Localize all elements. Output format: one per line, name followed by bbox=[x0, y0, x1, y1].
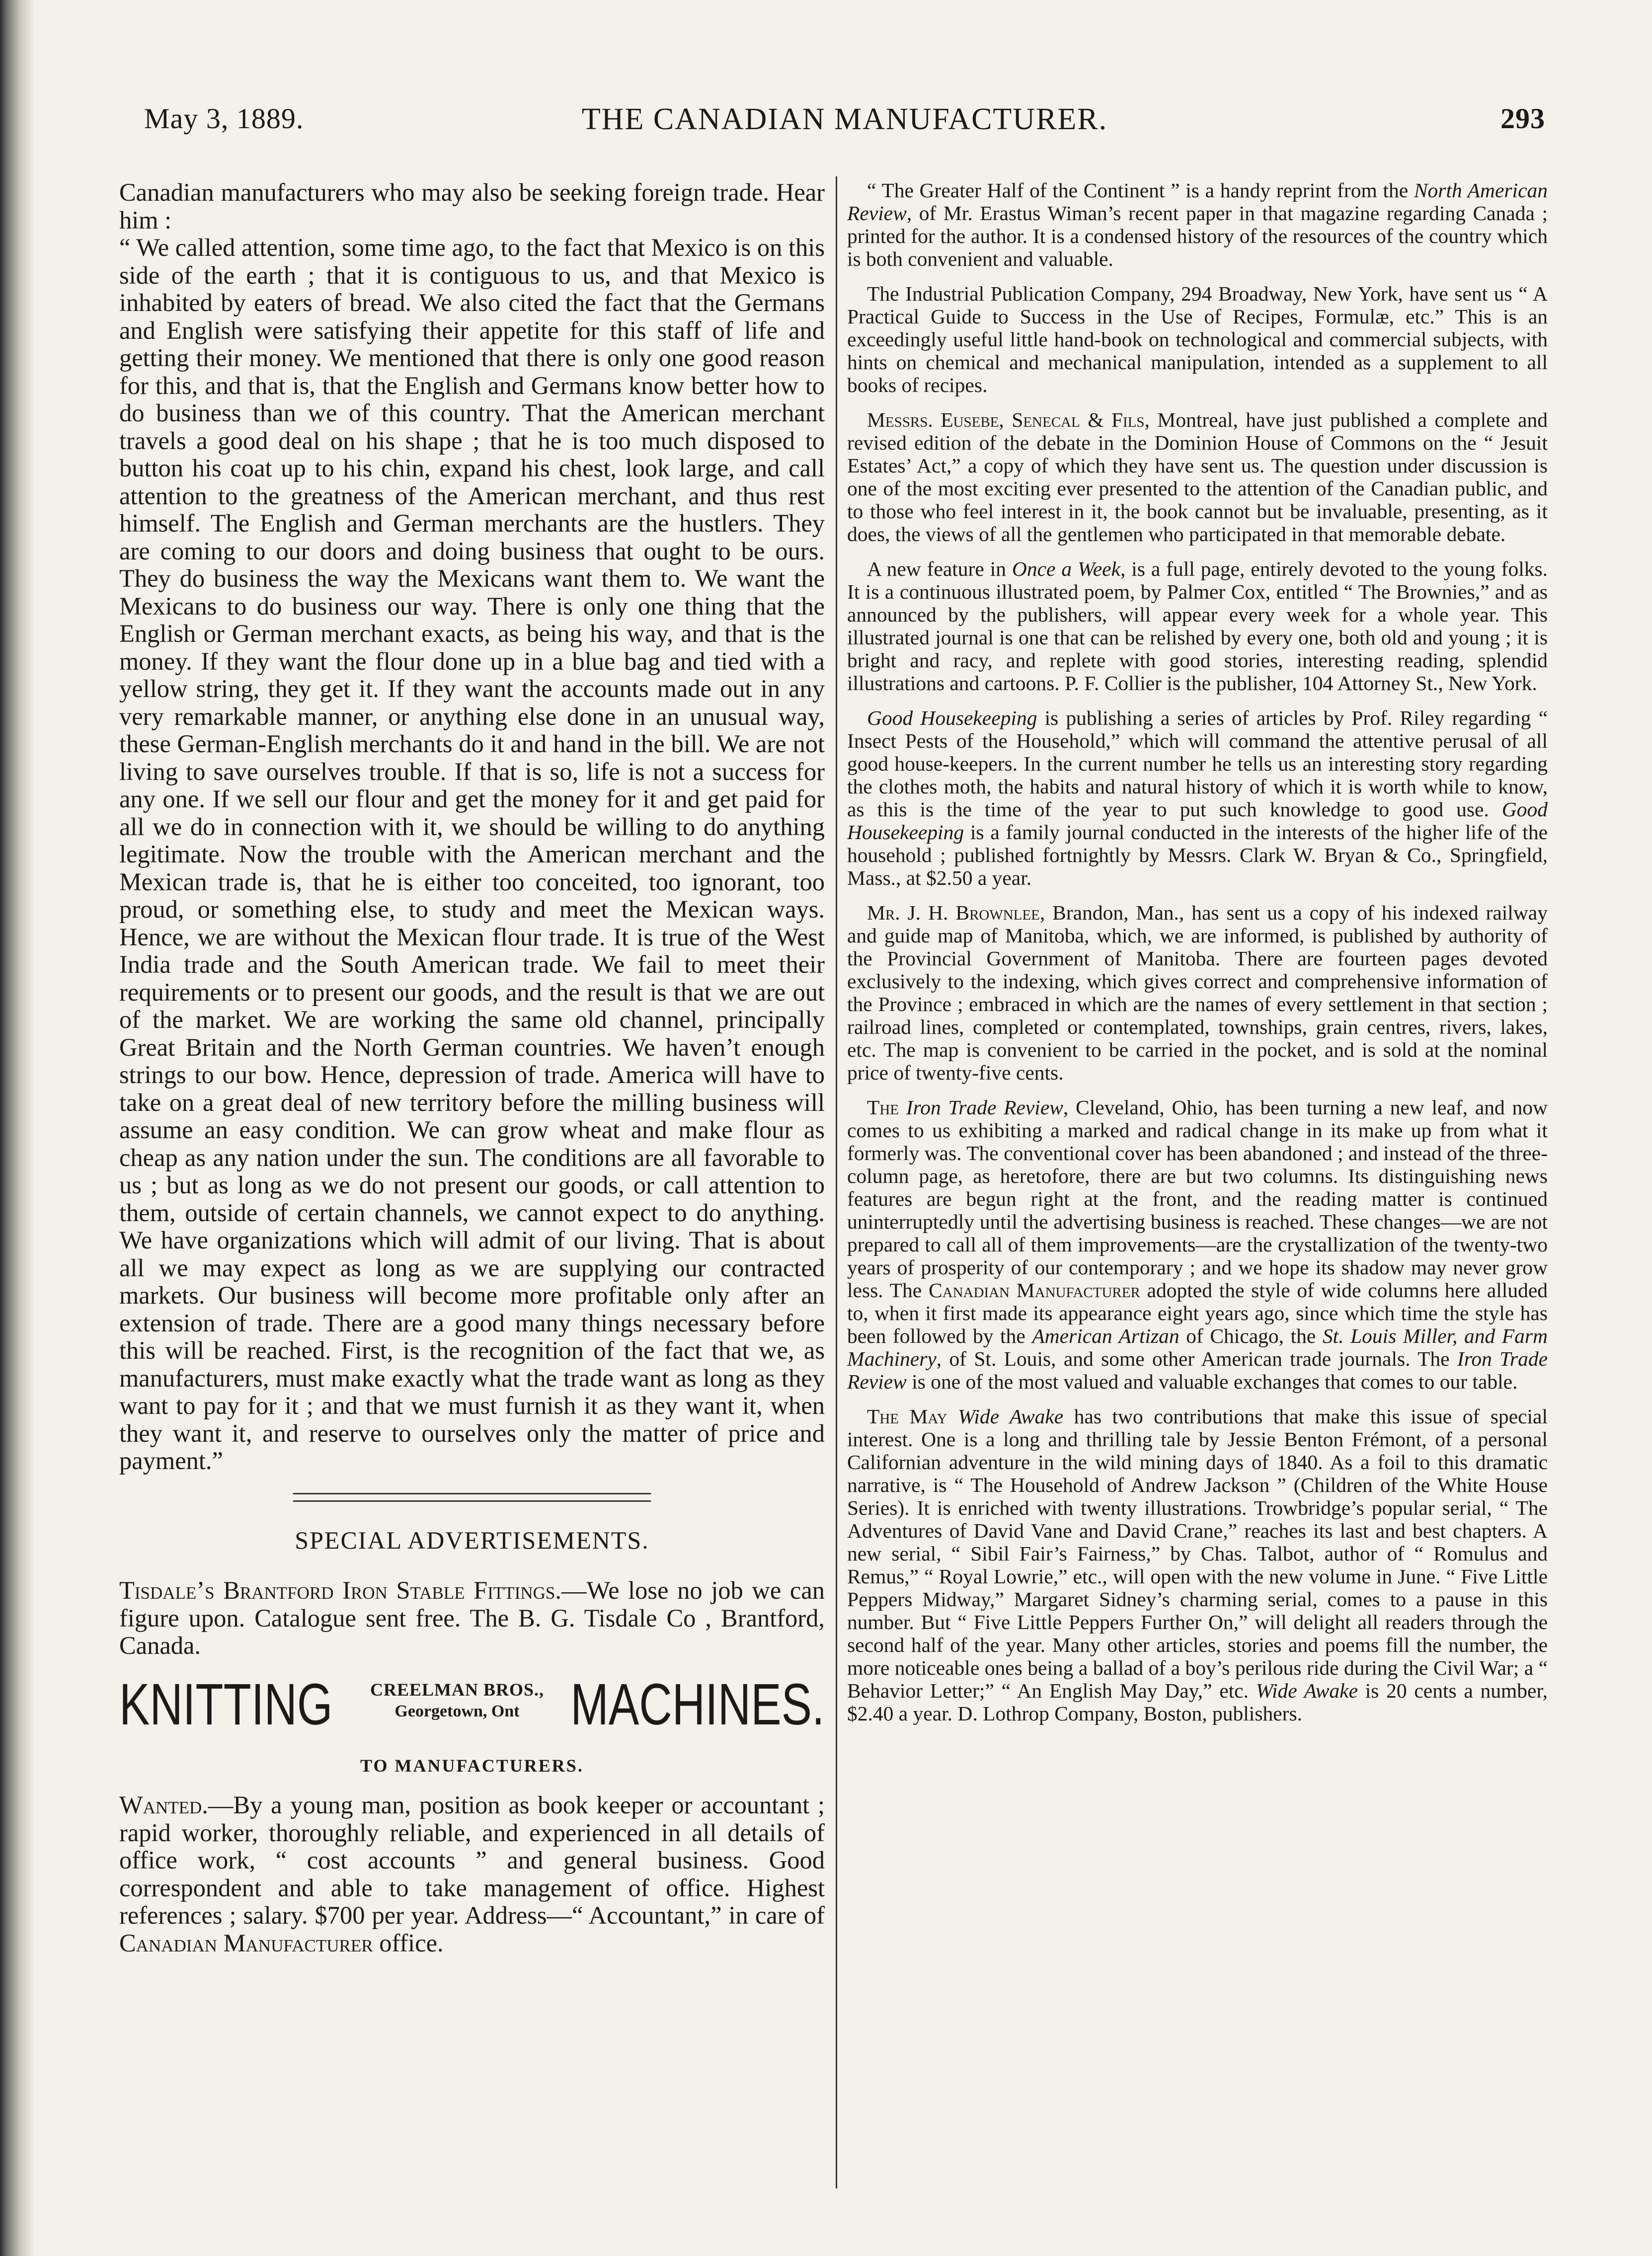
item6-text: , Brandon, Man., has sent us a copy of his indexed railway and guide map of Manitoba, which, we are informed, is published by authority of the Provincial Government of Manitoba. There are fourteen pages devoted exclusively to the indexing, which gives correct and comprehensive information of the Province ; embraced in which are the names of every settlement in that section ; railroad lines, completed or contemplated, townships, grain centres, rivers, lakes, etc. The map is convenient to be carried in the pocket, and is sold at the nominal price of twenty-five cents. bbox=[847, 901, 1548, 1084]
item1-text-a: “ The Greater Half of the Continent ” is a handy reprint from the bbox=[867, 179, 1414, 202]
item7-italic-4: Iron Trade Review bbox=[847, 1347, 1548, 1393]
item7-text-f: is one of the most valued and valuable exchanges that comes to our table. bbox=[906, 1370, 1518, 1393]
item3-text: , Montreal, have just published a complete and revised edition of the debate in the Dominion House of Commons on the “ Jesuit Estates’ Act,” a copy of which they have sent us. The question under discussion is one of the most exciting ever presented to the attention of the Canadian public, and to those who feel interest in it, the book cannot but be invaluable, presenting, as it does, the views of all the gentlemen who participated in that memorable debate. bbox=[847, 408, 1548, 545]
item7-text-d: of Chicago, the bbox=[1179, 1324, 1323, 1347]
wanted-lead: Wanted. bbox=[119, 1791, 208, 1819]
knitting-word: KNITTING bbox=[119, 1671, 333, 1737]
item-good-housekeeping bbox=[847, 706, 1548, 889]
tisdale-lead: Tisdale’s Brantford Iron Stable Fittings. bbox=[119, 1576, 561, 1604]
item8-italic-1: Wide Awake bbox=[958, 1405, 1064, 1428]
creelman-name: CREELMAN BROS., bbox=[370, 1679, 545, 1700]
item-greater-half bbox=[847, 179, 1548, 270]
item5-text-a: is publishing a series of articles by Prof. Riley regarding “ Insect Pests of the Household,” which will command the attentive perusal of all good house-keepers. In the current number he tells us an interesting story regarding the clothes moth, the habits and natural history of which it is worth while to know, as this is the time of the year to put such knowledge to good use. bbox=[847, 706, 1548, 821]
item-once-a-week bbox=[847, 557, 1548, 695]
item8-text-a: The May bbox=[867, 1405, 958, 1428]
wanted-advertisement bbox=[119, 1791, 825, 1957]
item-iron-trade-review bbox=[847, 1096, 1548, 1393]
item1-text-b: , of Mr. Erastus Wiman’s recent paper in that magazine regarding Canada ; printed for the author. It is a condensed history of the resources of the country which is both convenient and valuable. bbox=[847, 202, 1548, 270]
publication-title: THE CANADIAN MANUFACTURER. bbox=[581, 102, 1108, 136]
quoted-article: “ We called attention, some time ago, to the fact that Mexico is on this side of the earth ; that it is contiguous to us, and that Mexico is inhabited by eaters of bread. We also cited the fact that the Germans and English were satisfying their appetite for this staff of life and getting their money. We mentioned that there is only one good reason for this, and that is, that the English and Germans know better how to do business than we of this country. That the American merchant travels a good deal on his shape ; that he is too much disposed to button his coat up to his chin, expand his chest, look large, and call attention to the greatness of the American merchant, and thus rest himself. The English and German merchants are the hustlers. They are coming to our doors and doing business that ought to be ours. They do business the way the Mexicans want them to. We want the Mexicans to do business our way. There is only one thing that the English or German merchant exacts, as being his way, and that is the money. If they want the flour done up in a blue bag and tied with a yellow string, they get it. If they want the accounts made out in any very remarkable manner, or anything else done in an unusual way, these German-English merchants do it and hand in the bill. We are not living to save ourselves trouble. If that is so, life is not a success for any one. If we sell our flour and get the money for it and get paid for all we do in connection with it, we should be willing to do anything legitimate. Now the trouble with the American merchant and the Mexican trade is, that he is either too conceited, too ignorant, too proud, or something else, to study and meet the Mexican ways. Hence, we are without the Mexican flour trade. It is true of the West India trade and the South American trade. We fail to meet their requirements or to present our goods, and the result is that we are out of the market. We are working the same old channel, principally Great Britain and the North German countries. We haven’t enough strings to our bow. Hence, depression of trade. America will have to take on a great deal of new territory before the milling business will assume an easy condition. We can grow wheat and make flour as cheap as any nation under the sun. The conditions are all favorable to us ; but as long as we do not present our goods, or call attention to them, outside of certain channels, we cannot expect to do anything. We have organizations which will admit of our living. That is about all we may expect as long as we are supplying our contracted markets. Our business will become more profitable only after an extension of trade. There are a good many things necessary before this will be reached. First, is the recognition of the fact that we, as manufacturers, must make exactly what the trade want as long as they want to pay for it ; and that we must furnish it as they want it, when they want it, and reserve to ourselves only the matter of price and payment.” bbox=[119, 233, 825, 1475]
wanted-text-1: —By a young man, position as book keeper or accountant ; rapid worker, thoroughly reliable, and experienced in all details of office work, “ cost accounts ” and general business. Good correspondent and able to take management of office. Highest references ; salary. $700 per year. Address—“ Accountant,” in care of bbox=[119, 1791, 825, 1929]
item5-text-b: is a family journal conducted in the interests of the higher life of the household ; published fortnightly by Messrs. Clark W. Bryan & Co., Springfield, Mass., at $2.50 a year. bbox=[847, 821, 1548, 889]
item-brownlee-map bbox=[847, 901, 1548, 1084]
wanted-text-2: office. bbox=[373, 1929, 444, 1957]
item3-smallcaps: Messrs. Eusebe, Senecal & Fils bbox=[867, 408, 1145, 431]
item4-italic: Once a Week bbox=[1012, 557, 1120, 580]
creelman-location: Georgetown, Ont bbox=[394, 1702, 520, 1720]
page-header bbox=[144, 102, 1545, 147]
item7-italic-3: St. Louis Miller, and Farm Machinery bbox=[847, 1324, 1548, 1370]
item5-italic-2: Good Housekeeping bbox=[847, 798, 1548, 844]
item8-text-c: is 20 cents a number, $2.40 a year. D. Lothrop Company, Boston, publishers. bbox=[847, 1679, 1548, 1725]
to-manufacturers-heading: TO MANUFACTURERS. bbox=[360, 1755, 584, 1776]
knitting-machines-advertisement bbox=[119, 1671, 825, 1739]
right-column bbox=[847, 179, 1548, 2216]
item-eusebe-senecal bbox=[847, 408, 1548, 545]
item7-text-a: The bbox=[867, 1096, 906, 1119]
item8-italic-2: Wide Awake bbox=[1256, 1679, 1358, 1702]
page-number: 293 bbox=[1500, 102, 1545, 135]
item7-italic-2: American Artizan bbox=[1032, 1324, 1180, 1347]
left-column bbox=[119, 179, 825, 2216]
item7-italic-1: Iron Trade Review bbox=[906, 1096, 1063, 1119]
item8-text-b: has two contributions that make this issue of special interest. One is a long and thrilling tale by Jessie Benton Frémont, of a personal Californian adventure in the wild mining days of 1840. As a foil to this dramatic narrative, is “ The Household of Andrew Jackson ” (Children of the White House Series). It is enriched with twenty illustrations. Trowbridge’s popular serial, “ The Adventures of David Vane and David Crane,” reaches its last and best chapters. A new serial, “ Sibil Fair’s Fairness,” by Chas. Talbot, author of “ Romulus and Remus,” “ Royal Lowrie,” etc., will open with the new volume in June. “ Five Little Peppers Midway,” Margaret Sidney’s charming serial, comes to a pause in this number. But “ Five Little Peppers Further On,” will delight all readers through the second half of the year. Many other articles, stories and poems fill the number, the more noticeable ones being a ballad of a boy’s perilous ride during the Civil War; a “ Behavior Letter;” “ An English May Day,” etc. bbox=[847, 1405, 1548, 1702]
item5-italic-1: Good Housekeeping bbox=[867, 706, 1037, 729]
tisdale-text: —We lose no job we can figure upon. Catalogue sent free. The B. G. Tisdale Co , Brantford, Canada. bbox=[119, 1576, 825, 1659]
special-advertisements-heading: SPECIAL ADVERTISEMENTS. bbox=[295, 1526, 649, 1554]
intro-paragraph: Canadian manufacturers who may also be seeking foreign trade. Hear him : bbox=[119, 178, 825, 234]
wanted-publication: Canadian Manufacturer bbox=[119, 1929, 373, 1957]
section-rule bbox=[293, 1493, 651, 1502]
item1-italic: North American Review bbox=[847, 179, 1548, 225]
item4-text-b: , is a full page, entirely devoted to the young folks. It is a continuous illustrated poem, by Palmer Cox, entitled “ The Brownies,” and as announced by the publishers, will appear every week for a whole year. This illustrated journal is one that can be relished by every one, both old and young ; it is bright and racy, and replete with good stories, interesting reading, splendid illustrations and cartoons. P. F. Collier is the publisher, 104 Attorney St., New York. bbox=[847, 557, 1548, 695]
item7-text-c: adopted the style of wide columns here alluded to, when it first made its appearance eight years ago, since which time the style has been followed by the bbox=[847, 1279, 1548, 1347]
tisdale-advertisement bbox=[119, 1577, 825, 1660]
item7-smallcaps: Canadian Manufacturer bbox=[928, 1279, 1140, 1302]
item6-smallcaps: Mr. J. H. Brownlee bbox=[867, 901, 1040, 924]
binding-shadow bbox=[0, 0, 35, 2256]
item-industrial-publication: The Industrial Publication Company, 294 Broadway, New York, have sent us “ A Practical Guide to Success in the Use of Recipes, Formulæ, etc.” This is an exceedingly useful little hand-book on technological and commercial subjects, with hints on chemical and mechanical manipulation, intended as a supplement to all books of recipes. bbox=[847, 282, 1548, 396]
column-divider bbox=[836, 176, 837, 2188]
issue-date: May 3, 1889. bbox=[144, 102, 304, 135]
item7-text-b: , Cleveland, Ohio, has been turning a new leaf, and now comes to us exhibiting a marked and radical change in its make up from what it formerly was. The conventional cover has been abandoned ; and instead of the three-column page, as heretofore, there are but two columns. Its distinguishing news features are begun right at the front, and the reading matter is continued uninterruptedly until the advertising business is reached. These changes—we are not prepared to call all of them improvements—are the crystallization of the twenty-two years of prosperity of our contemporary ; and we hope its shadow may never grow less. The bbox=[847, 1096, 1548, 1302]
creelman-bros-block bbox=[353, 1679, 561, 1722]
machines-word: MACHINES. bbox=[570, 1671, 825, 1737]
item-wide-awake bbox=[847, 1405, 1548, 1725]
item7-text-e: , of St. Louis, and some other American trade journals. The bbox=[936, 1347, 1457, 1370]
item4-text-a: A new feature in bbox=[867, 557, 1012, 580]
